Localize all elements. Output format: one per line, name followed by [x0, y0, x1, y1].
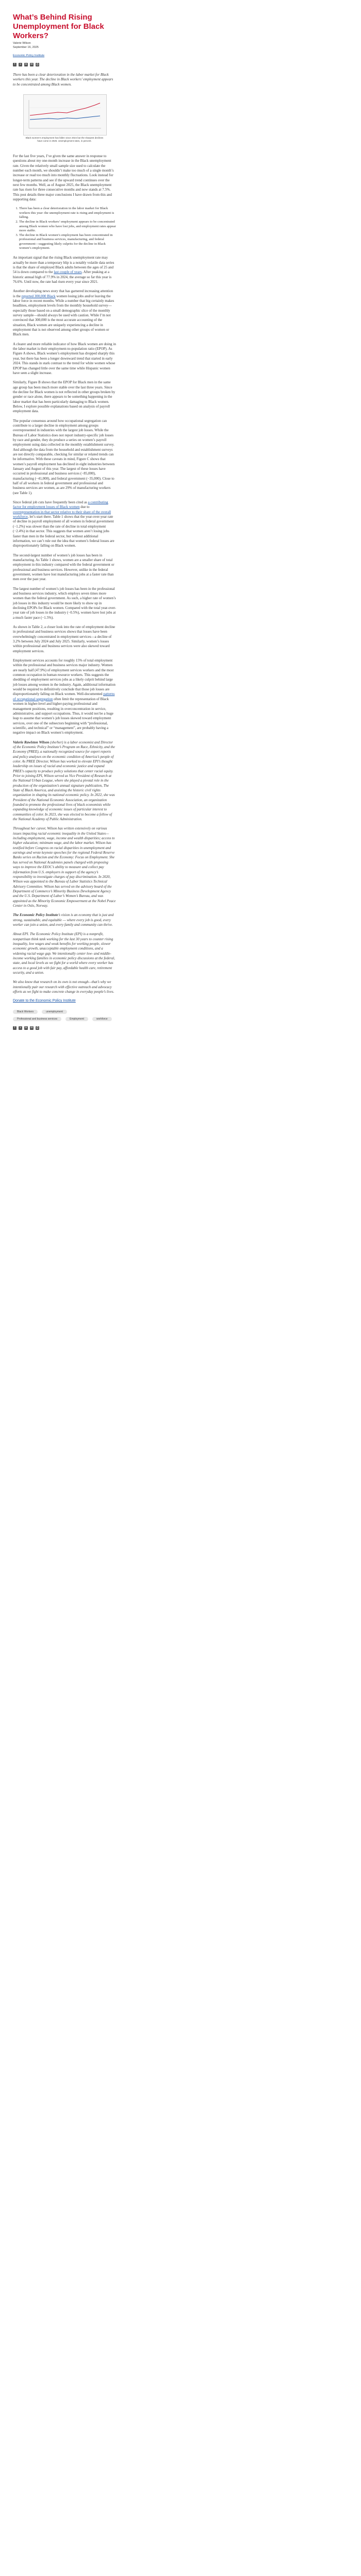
- publish-date: September 16, 2025: [13, 45, 39, 49]
- tag-unemployment[interactable]: unemployment: [42, 1010, 67, 1014]
- share-row-bottom: [13, 1026, 116, 1030]
- paragraph-figure-c: The popular consensus around how occupational segregation can contribute to a larger decline in employment among groups overrepresented in industries with the largest job losses. While the Bureau of Labor Statistics does not report industry-specific job losses by race and gender, they do produce a series on women’s payroll employment using data collected in the monthly establishment survey. And although the data from the household and establishment surveys are not directly comparable, checking for similar or related trends can be informative. With these caveats in mind, Figure C shows that women’s payroll employment has declined in eight industries between January and August of this year. The largest of these losses have occurred in professional and business services (−85,000), manufacturing (−41,000), and federal government (−35,000). Close to half of all workers in federal government and professional and business services are women, as are 29% of manufacturing workers (see Table 1).: [13, 418, 115, 495]
- key-finding-2: 2. The decline in Black workers’ employment appears to be concentrated among Black women who have lost jobs, and employment rates appear more stable.: [19, 220, 116, 233]
- tag-professional-business-services[interactable]: Professional and business services: [13, 1017, 61, 1021]
- chart-svg: [24, 95, 106, 135]
- email-icon[interactable]: ✉: [30, 63, 33, 66]
- reported-300k-link[interactable]: reported 300,000 Black: [21, 294, 56, 298]
- paragraph-professional: The largest number of women’s job losses has been in the professional and business services industry, which employs seven times more women than the federal government. As such, a higher rate of women’s job losses in this industry would be more likely to show up in declining EPOPs for Black women. Compared with the total year-over-year rate of job losses in the industry (−0.5%), women have lost jobs at a much faster pace (−1.5%).: [13, 586, 116, 620]
- linkedin-icon[interactable]: in: [25, 1026, 27, 1030]
- share-row: [13, 63, 116, 66]
- key-findings-list: [13, 207, 116, 250]
- paragraph-text: due to: [79, 505, 90, 510]
- paragraph-text: Since federal job cuts have frequently been cited as: [13, 500, 88, 505]
- paragraph-text: often limit the representation of Black women in higher-level and higher-paying professional and management positions, resulting in overconcentration in service, administrative, and support occupations. Thus, it would not be a huge leap to assume that women’s job losses skewed toward employment services, over one of the subsectors beginning with “professional, scientific, and technical” or “management”, are probably having a negative impact on Black women’s employment.: [13, 697, 113, 735]
- paragraph-manufacturing: The second-largest number of women’s job losses has been in manufacturing. As Table 1 shows, women are a smaller share of total employment in this industry compared with the federal government or professional and business services. However, unlike in the federal government, women have lost manufacturing jobs at a faster rate than men over the past year.: [13, 553, 114, 582]
- paragraph-table-2: As shown in Table 2, a closer look into the rate of employment decline in professional and business services shows that losses have been overwhelmingly concentrated in employment services—a decline of 3.2% between July 2024 and July 2025. Similarly, women’s losses within professional and business services were also skewed toward employment services.: [13, 625, 116, 653]
- print-icon[interactable]: ⎙: [36, 63, 39, 66]
- source-org-link[interactable]: Economic Policy Institute: [13, 54, 45, 57]
- paragraph-employment-services: [13, 658, 116, 736]
- email-icon[interactable]: ✉: [30, 1026, 33, 1030]
- paragraph-text: Employment services accounts for roughly 15% of total employment within the professional and business services major industry. Women are nearly half (47.9%) of employment services workers and the most common occupation in human resource workers. This suggests the shedding of employment services jobs as a likely culprit behind large job losses among women in the industry. Again, additional information would be required to definitively conclude that those job losses are disproportionately falling on Black women. Well-documented: [13, 658, 116, 697]
- tag-list: [13, 1010, 116, 1021]
- last-couple-years-link[interactable]: last couple of years: [54, 270, 82, 275]
- facebook-icon[interactable]: f: [13, 63, 17, 66]
- tag-employment[interactable]: Employment: [65, 1017, 88, 1021]
- author-bio-1: [13, 740, 116, 822]
- paragraph-text: An important signal that the rising Black unemployment rate may actually be more than a temporary blip is a notably volatile data series is that the share of employed Black adults between the ages of 25 and 54 is down compared to the: [13, 256, 114, 275]
- occupational-segregation-link[interactable]: patterns of occupational segregation: [13, 692, 115, 701]
- overrepresentation-link[interactable]: overrepresentation in that sector relative to their share of the overall workforce: [13, 510, 111, 519]
- paragraph-federal: [13, 500, 116, 548]
- tag-black-workers[interactable]: Black Workers: [13, 1010, 38, 1014]
- key-finding-1: 1. There has been a clear deterioration in the labor market for Black workers this year: the unemployment rate is rising and employment is falling.: [19, 207, 116, 219]
- article: [13, 13, 116, 1035]
- author-name: Valerie Rawlston Wilson: [13, 740, 50, 744]
- paragraph-300k: [13, 289, 116, 337]
- paragraph-text: Another developing news story that has garnered increasing attention is the: [13, 289, 113, 298]
- chart-caption: Black women’s employment has fallen since 2024 but the sharpest declines have come in 2025. Unemployment rates, in percent.: [25, 136, 104, 142]
- donate-link[interactable]: Donate to the Economic Policy Institute: [13, 999, 76, 1003]
- article-dek: There has been a clear deterioration in the labor market for Black workers this year. The decline in Black workers’ employment appears to be concentrated among Black women.: [13, 73, 113, 87]
- author-bio-2: Throughout her career, Wilson has written extensively on various issues impacting racial economic inequality in the United States—including employment, wage, income and wealth disparities; access to higher education; minimum wage, and the labor market. Wilson has testified before Congress on racial disparities in unemployment and earnings and wrote keynote speeches for the regional Federal Reserve Banks series on Racism and the Economy: Focus on Employment. She has served on National Academies panels charged with proposing ways to improve the EEOC’s ability to measure and collect pay information from U.S. employers in support of the agency’s responsibility to investigate charges of pay discrimination. In 2020, Wilson was appointed to the Bureau of Labor Statistics Technical Advisory Committee. Wilson has served on the advisory board of the Department of Commerce’s Minority Business Development Agency and the U.S. Department of Labor’s Women’s Bureau, and was appointed as the Minority Economic Empowerment at the Nobel Peace Center in Oslo, Norway.: [13, 826, 116, 908]
- epi-name: The Economic Policy Institute: [13, 913, 58, 918]
- contributing-factor-link[interactable]: a contributing factor for employment losses of Black women: [13, 500, 108, 510]
- tag-workforce[interactable]: workforce: [92, 1017, 112, 1021]
- about-epi: About EPI. The Economic Policy Institute (EPI) is a nonprofit, nonpartisan think tank working for the last 30 years to counter rising inequality, low wages and weak benefits for working people, slower economic growth, unacceptable employment conditions, and a widening racial wage gap. We intentionally center low- and middle-income working families in economic policy discussions at the federal, state, and local levels as we fight for a world where every worker has access to a good job with fair pay, affordable health care, retirement security, and a union.: [13, 932, 115, 975]
- article-title: What’s Behind Rising Unemployment for Black Workers?: [13, 13, 104, 40]
- paragraph-intro: For the last five years, I’ve given the same answer in response to questions about my one-month increase in the Black unemployment rate. Given the relatively small sample size used to calculate the number each month, we shouldn’t make too much of a single month’s increase or read too much into monthly fluctuations. Look instead for longer-term patterns and see if the upward trend continues over the next few months. Well, as of August 2025, the Black unemployment rate has risen for three consecutive months and now stands at 7.5%. This post details three major conclusions I have drawn from this and supporting data:: [13, 154, 114, 201]
- key-finding-3: 3. The decline in Black women’s employment has been concentrated in professional and business services, manufacturing, and federal government—suggesting likely culprits for the decline in Black women’s employment.: [19, 233, 116, 250]
- paragraph-text: women losing jobs and/or leaving the labor force in recent months. While a number that big certainly makes headlines, employment levels from the monthly household survey—especially those based on a small demographic slice of the monthly survey sample—should always be used with caution. While I’m not convinced that 300,000 is the most accurate accounting of the situation, Black women are uniquely experiencing a decline in employment that is not observed among other groups of women or Black men.: [13, 294, 114, 337]
- bio-text: ’s vision is an economy that is just and strong, sustainable, and equitable — where every job is good, every worker can join a union, and every family and community can thrive.: [13, 913, 114, 927]
- paragraph-epop: [13, 256, 116, 284]
- epi-outreach: We also know that research on its own is not enough—that’s why we intentionally pair our research with effective outreach and advocacy efforts as we fight to make concrete change in everyday people’s lives.: [13, 980, 114, 994]
- x-icon[interactable]: x: [19, 63, 22, 66]
- paragraph-text: . After peaking at a historic annual high of 77.9% in 2024, the average so far this year is 76.6%. Until now, the rate had risen every year since 2021.: [13, 270, 112, 284]
- paragraph-figure-b: Similarly, Figure B shows that the EPOP for Black men in the same age group has been much more stable over the last three years. Since the decline for Black women is not reflected in other groups broken by gender or race alone, there appears to be something happening in the labor market that has been particularly damaging to Black women. Below, I explore possible explanations based on analysis of payroll employment data.: [13, 380, 116, 414]
- print-icon[interactable]: ⎙: [36, 1026, 39, 1030]
- linkedin-icon[interactable]: in: [25, 63, 27, 66]
- x-icon[interactable]: x: [19, 1026, 22, 1030]
- paragraph-figure-a: A clearer and more reliable indicator of how Black women are doing in the labor market is their employment-to-population ratio (EPOP). As Figure A shows, Black women’s employment has dropped sharply this year, but there has been a longer downward trend that started in early 2024. This stands in stark contrast to the trend for white women whose EPOP has changed little over the same time while Hispanic women have seen a slight increase.: [13, 342, 116, 375]
- paragraph-text: , let’s start there. Table 1 shows that the year-over-year rate of decline in payroll employment of all women in federal government (−1.2%) was slower than the rate of decline in total employment (−2.4%) in that sector. This suggests that women aren’t losing jobs faster than men in the federal sector, but without additional information, we can’t rule out the idea that women’s federal losses are disproportionately falling on Black women.: [13, 515, 114, 548]
- bio-text: (she/her) is a labor economist and Director of the Economic Policy Institute’s Program on Race, Ethnicity, and the Economy (PREE), a nationally recognized source for expert reports and policy analyses on the economic condition of America’s people of color. As PREE Director, Wilson has worked to elevate EPI’s thought leadership on issues of racial and economic justice and expand PREE’s capacity to produce policy solutions that center racial equity. Prior to joining EPI, Wilson served as Vice President of Research at the National Urban League, where she played a pivotal role in the production of the organization’s annual signature publication, The State of Black America, and assisting the historic civil rights organization in shaping its national economic policy. In 2022, she was President of the National Economic Association, an organization founded to promote the professional lives of black economists while expanding knowledge of economic issues of particular interest to communities of color. In 2023, she was elected to become a fellow of the National Academy of Public Administration.: [13, 740, 115, 822]
- facebook-icon[interactable]: f: [13, 1026, 17, 1030]
- byline: Valerie Wilson: [13, 42, 31, 45]
- epi-vision: [13, 913, 116, 927]
- article-chart: [23, 94, 107, 135]
